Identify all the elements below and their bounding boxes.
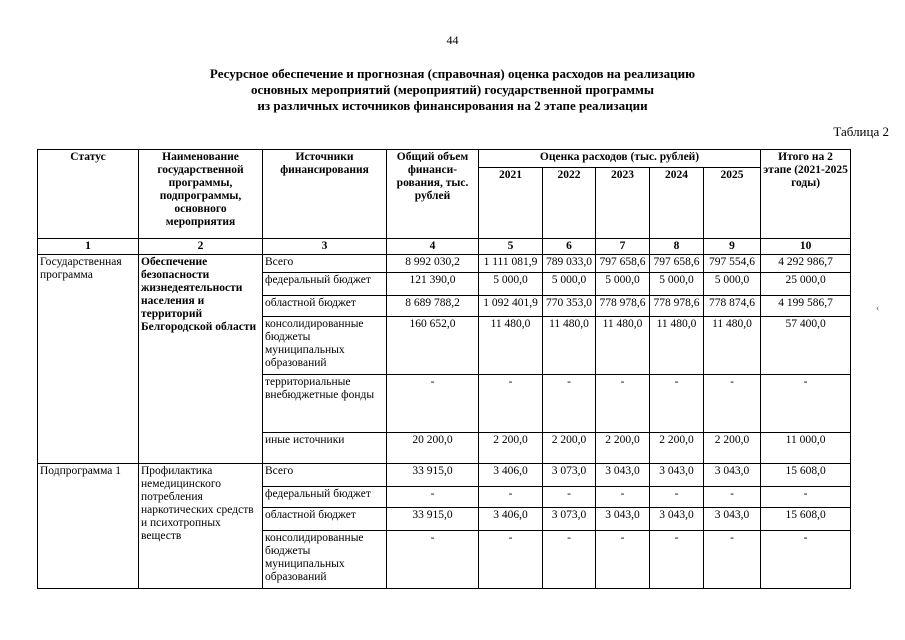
column-number: 3 xyxy=(263,239,387,255)
title-line-1: Ресурсное обеспечение и прогнозная (справочная) оценка расходов на реализацию xyxy=(209,66,696,81)
row-value: 11 000,0 xyxy=(761,433,851,464)
row-value: 3 043,0 xyxy=(650,508,704,531)
header-year-2021: 2021 xyxy=(479,168,543,239)
row-value: 11 480,0 xyxy=(704,317,761,375)
budget-table xyxy=(37,149,851,589)
row-value: - xyxy=(704,375,761,433)
row-value: 11 480,0 xyxy=(596,317,650,375)
row-value: 8 992 030,2 xyxy=(387,255,479,273)
row-value: 2 200,0 xyxy=(543,433,596,464)
row-status: Подпрограмма 1 xyxy=(38,464,139,589)
column-number: 8 xyxy=(650,239,704,255)
row-value: 3 043,0 xyxy=(650,464,704,487)
header-name: Наименование государственной программы, подпрограммы, основного мероприятия xyxy=(139,150,263,239)
table-label: Таблица 2 xyxy=(833,124,889,139)
header-status: Статус xyxy=(38,150,139,239)
row-value: 4 292 986,7 xyxy=(761,255,851,273)
row-program-name: Обеспечение безопасности жизнедеятельности населения и территорий Белгородской области xyxy=(139,255,263,464)
row-value: 11 480,0 xyxy=(650,317,704,375)
row-value: 11 480,0 xyxy=(543,317,596,375)
row-value: - xyxy=(479,375,543,433)
row-value: 3 043,0 xyxy=(704,508,761,531)
row-value: - xyxy=(387,375,479,433)
row-value: 789 033,0 xyxy=(543,255,596,273)
row-source: иные источники xyxy=(263,433,387,464)
title-line-2: основных мероприятий (мероприятий) государственной программы xyxy=(251,82,654,97)
row-value: 15 608,0 xyxy=(761,508,851,531)
row-source: консолидированные бюджеты муниципальных образований xyxy=(263,317,387,375)
header-sum: Итого на 2 этапе (2021-2025 годы) xyxy=(761,150,851,239)
row-value: 5 000,0 xyxy=(650,273,704,296)
row-value: 121 390,0 xyxy=(387,273,479,296)
row-value: - xyxy=(704,531,761,589)
header-total: Общий объем финанси-рования, тыс. рублей xyxy=(387,150,479,239)
column-number: 1 xyxy=(38,239,139,255)
row-status: Государственная программа xyxy=(38,255,139,464)
row-source: Всего xyxy=(263,464,387,487)
row-value: - xyxy=(387,531,479,589)
row-value: 57 400,0 xyxy=(761,317,851,375)
row-value: 797 554,6 xyxy=(704,255,761,273)
row-value: 2 200,0 xyxy=(650,433,704,464)
row-value: 3 043,0 xyxy=(596,464,650,487)
row-value: 3 073,0 xyxy=(543,464,596,487)
row-value: 3 406,0 xyxy=(479,508,543,531)
row-value: - xyxy=(596,375,650,433)
row-value: 778 874,6 xyxy=(704,296,761,317)
row-value: - xyxy=(761,531,851,589)
row-source: областной бюджет xyxy=(263,296,387,317)
row-value: 797 658,6 xyxy=(650,255,704,273)
column-number: 4 xyxy=(387,239,479,255)
row-source: федеральный бюджет xyxy=(263,487,387,508)
header-year-2024: 2024 xyxy=(650,168,704,239)
table-row xyxy=(38,255,851,273)
document-title xyxy=(120,66,785,114)
row-value: 3 043,0 xyxy=(704,464,761,487)
row-value: 778 978,6 xyxy=(650,296,704,317)
row-value: - xyxy=(543,375,596,433)
row-value: - xyxy=(543,487,596,508)
row-value: 5 000,0 xyxy=(596,273,650,296)
row-value: 797 658,6 xyxy=(596,255,650,273)
column-number: 6 xyxy=(543,239,596,255)
row-value: 5 000,0 xyxy=(479,273,543,296)
header-year-2022: 2022 xyxy=(543,168,596,239)
row-program-name: Профилактика немедицинского потребления наркотических средств и психотропных веществ xyxy=(139,464,263,589)
table-row xyxy=(38,464,851,487)
header-year-2025: 2025 xyxy=(704,168,761,239)
row-value: - xyxy=(704,487,761,508)
row-value: 15 608,0 xyxy=(761,464,851,487)
row-value: - xyxy=(650,487,704,508)
row-value: 2 200,0 xyxy=(479,433,543,464)
row-value: 1 092 401,9 xyxy=(479,296,543,317)
row-value: 778 978,6 xyxy=(596,296,650,317)
column-number: 5 xyxy=(479,239,543,255)
row-value: 2 200,0 xyxy=(704,433,761,464)
row-value: 1 111 081,9 xyxy=(479,255,543,273)
header-year-2023: 2023 xyxy=(596,168,650,239)
column-number: 9 xyxy=(704,239,761,255)
row-value: 770 353,0 xyxy=(543,296,596,317)
row-value: - xyxy=(596,487,650,508)
row-value: - xyxy=(479,531,543,589)
header-row xyxy=(38,150,851,168)
row-value: 20 200,0 xyxy=(387,433,479,464)
column-number: 10 xyxy=(761,239,851,255)
row-value: - xyxy=(761,487,851,508)
row-value: 8 689 788,2 xyxy=(387,296,479,317)
row-value: - xyxy=(761,375,851,433)
row-value: - xyxy=(387,487,479,508)
row-value: 160 652,0 xyxy=(387,317,479,375)
header-sources: Источники финансирования xyxy=(263,150,387,239)
row-source: территориальные внебюджетные фонды xyxy=(263,375,387,433)
row-value: 5 000,0 xyxy=(704,273,761,296)
row-value: - xyxy=(479,487,543,508)
row-value: 3 043,0 xyxy=(596,508,650,531)
row-source: консолидированные бюджеты муниципальных образований xyxy=(263,531,387,589)
row-value: 33 915,0 xyxy=(387,464,479,487)
row-value: - xyxy=(650,531,704,589)
column-number-row xyxy=(38,239,851,255)
scan-mark: ‹ xyxy=(876,303,880,314)
row-value: 11 480,0 xyxy=(479,317,543,375)
row-value: 5 000,0 xyxy=(543,273,596,296)
row-value: 25 000,0 xyxy=(761,273,851,296)
row-value: - xyxy=(543,531,596,589)
row-value: 4 199 586,7 xyxy=(761,296,851,317)
row-source: федеральный бюджет xyxy=(263,273,387,296)
header-estimate: Оценка расходов (тыс. рублей) xyxy=(479,150,761,168)
row-value: - xyxy=(650,375,704,433)
column-number: 7 xyxy=(596,239,650,255)
row-source: областной бюджет xyxy=(263,508,387,531)
row-value: 33 915,0 xyxy=(387,508,479,531)
page-number: 44 xyxy=(446,33,459,47)
row-source: Всего xyxy=(263,255,387,273)
column-number: 2 xyxy=(139,239,263,255)
row-value: 3 406,0 xyxy=(479,464,543,487)
row-value: - xyxy=(596,531,650,589)
row-value: 3 073,0 xyxy=(543,508,596,531)
title-line-3: из различных источников финансирования на 2 этапе реализации xyxy=(257,98,648,113)
row-value: 2 200,0 xyxy=(596,433,650,464)
